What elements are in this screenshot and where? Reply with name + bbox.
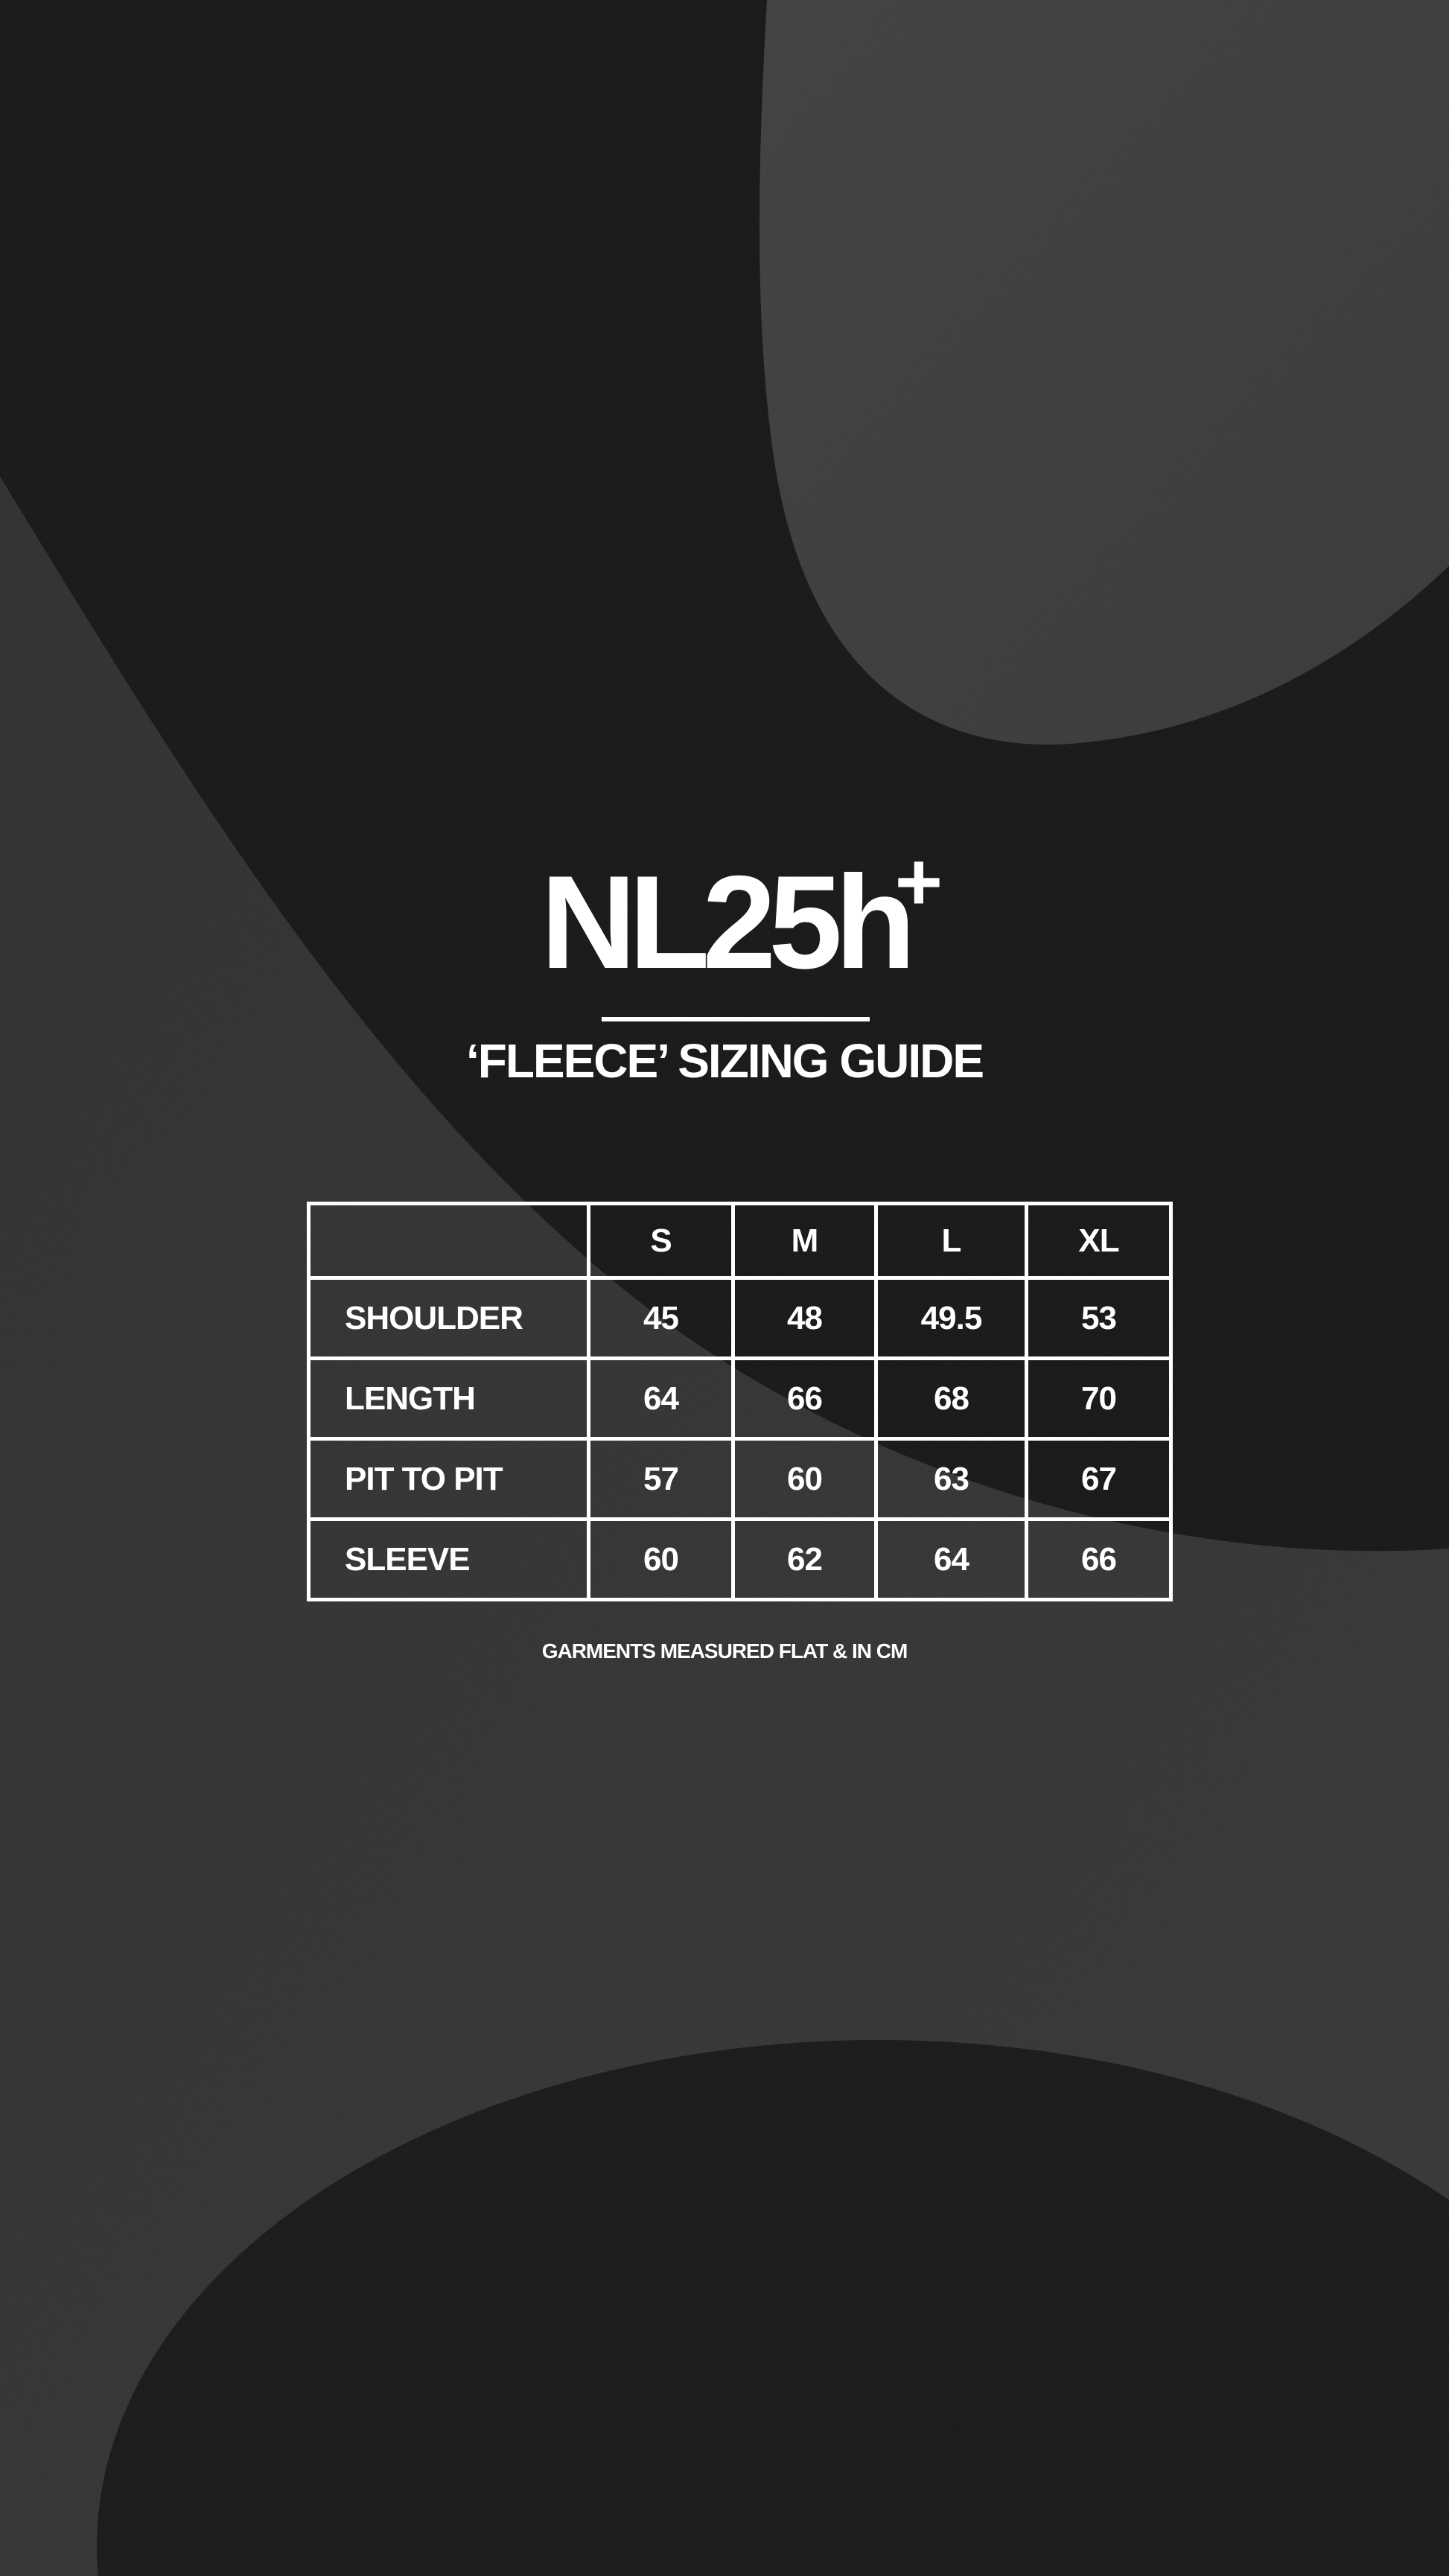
table-cell: 60 bbox=[589, 1520, 733, 1600]
table-cell: 62 bbox=[733, 1520, 876, 1600]
logo-divider bbox=[602, 1017, 870, 1021]
table-cell: 64 bbox=[589, 1359, 733, 1439]
measurement-note: GARMENTS MEASURED FLAT & IN CM bbox=[541, 1639, 908, 1662]
row-label-sleeve: SLEEVE bbox=[309, 1520, 589, 1600]
table-cell: 63 bbox=[876, 1439, 1027, 1520]
table-cell: 67 bbox=[1027, 1439, 1171, 1520]
row-label-pit-to-pit: PIT TO PIT bbox=[309, 1439, 589, 1520]
table-row bbox=[309, 1278, 1171, 1359]
table-cell: 66 bbox=[733, 1359, 876, 1439]
column-header-m: M bbox=[733, 1204, 876, 1278]
table-cell: 53 bbox=[1027, 1278, 1171, 1359]
table-cell: 64 bbox=[876, 1520, 1027, 1600]
logo-plus-mark: + bbox=[894, 836, 943, 928]
table-header-row bbox=[309, 1204, 1171, 1278]
table-cell: 57 bbox=[589, 1439, 733, 1520]
size-chart-table bbox=[307, 1202, 1173, 1601]
table-row bbox=[309, 1359, 1171, 1439]
table-cell: 48 bbox=[733, 1278, 876, 1359]
table-cell: 70 bbox=[1027, 1359, 1171, 1439]
column-header-empty bbox=[309, 1204, 589, 1278]
brand-logo bbox=[0, 836, 1449, 996]
column-header-s: S bbox=[589, 1204, 733, 1278]
table-cell: 66 bbox=[1027, 1520, 1171, 1600]
column-header-l: L bbox=[876, 1204, 1027, 1278]
row-label-shoulder: SHOULDER bbox=[309, 1278, 589, 1359]
table-row bbox=[309, 1520, 1171, 1600]
column-header-xl: XL bbox=[1027, 1204, 1171, 1278]
logo-wordmark: NL25h bbox=[541, 848, 908, 996]
row-label-length: LENGTH bbox=[309, 1359, 589, 1439]
page-title: ‘FLEECE’ SIZING GUIDE bbox=[465, 1034, 984, 1088]
table-row bbox=[309, 1439, 1171, 1520]
table-cell: 45 bbox=[589, 1278, 733, 1359]
table-cell: 49.5 bbox=[876, 1278, 1027, 1359]
table-cell: 60 bbox=[733, 1439, 876, 1520]
table-cell: 68 bbox=[876, 1359, 1027, 1439]
logo-text bbox=[541, 836, 943, 996]
